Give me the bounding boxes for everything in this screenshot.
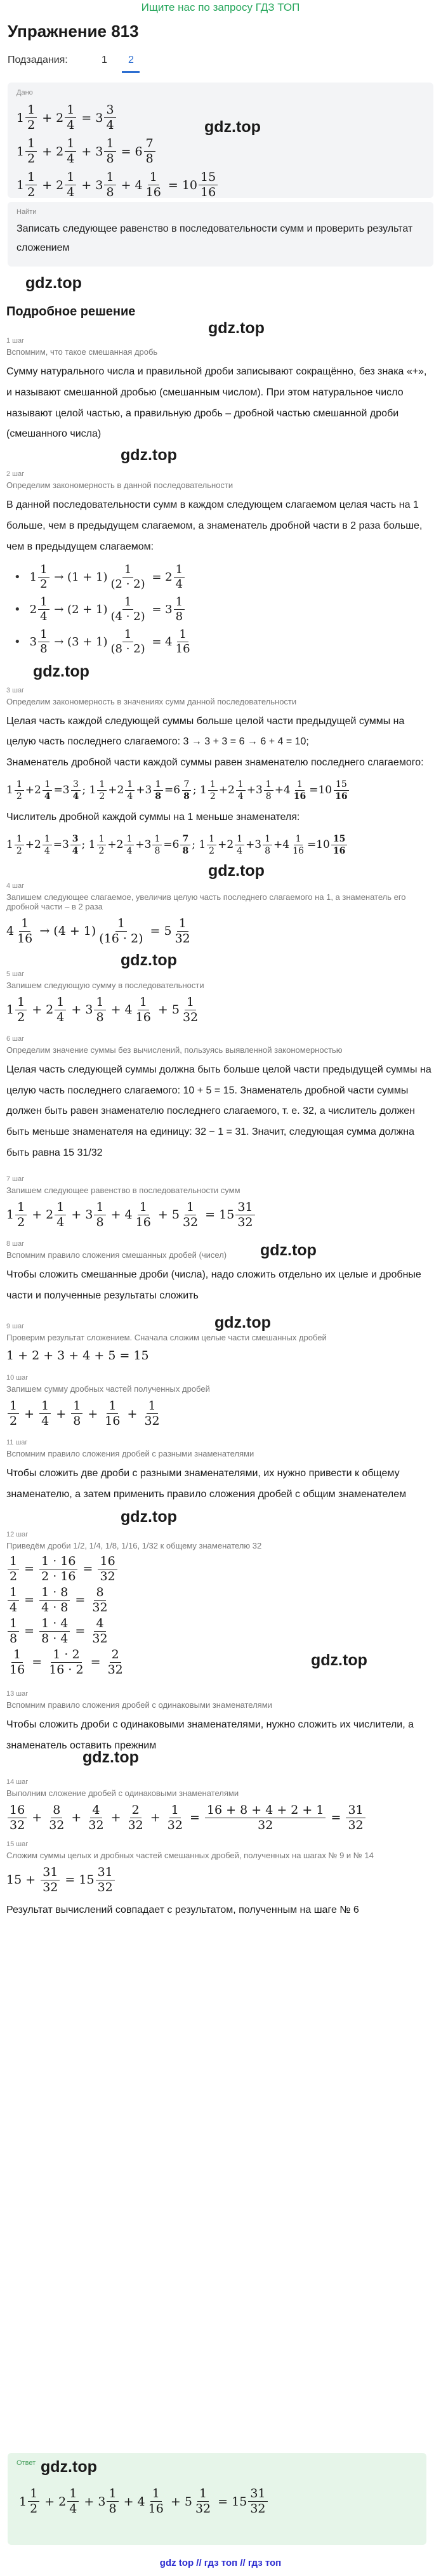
- step-desc: Определим закономерность в значениях сумм данной последовательности: [6, 696, 297, 706]
- step-desc: Определим закономерность в данной последовательности: [6, 480, 234, 491]
- step-desc: Запишем следующее равенство в последовательности сумм: [6, 1185, 240, 1195]
- step-8: [6, 1240, 431, 1307]
- step-label: 1 шаг: [6, 337, 25, 345]
- page-title: Упражнение 813: [8, 22, 139, 41]
- step-body: Целая часть следующей суммы должна быть больше целой части предыдущей суммы на целую часть последнего слагаемого: 10 + 5 = 15. Знаменатель дробной части суммы должен быть равен знаменателю последнего слагаемого, т. е. 32, а числитель должен быть меньше знаменателя на единицу: 32 − 1 = 31. Значит, следующая сумма должна быть равна 15 31/32: [6, 1064, 431, 1158]
- step-body-1: Целая часть каждой следующей суммы больше целой части предыдущей суммы на целую часть последнего слагаемого: 3 → 3 + 3 = 6 → 6 + 4 = 10;: [6, 715, 405, 748]
- subtasks-bar: [8, 47, 441, 71]
- denominator-pattern: 1 $\frac{1}{2}$ +2 $\frac{1}{4}$ =3 $\frac{3}{4}$ ; 1 $\frac{1}{2}$ +2 $\frac{1}{4}$ +3 $\frac{1}{8}$ =6 $\frac{7}{8}$ ; 1 $\frac{1}{2}$ +2 $\frac{1}{4}$ +3 $\frac{1}{8}$ +4 $\frac{1}{16}$ =10 $\frac{15}{16}$: [6, 780, 431, 801]
- step-5: [6, 970, 431, 1024]
- step-12: [6, 1531, 431, 1676]
- subtask-tab-1[interactable]: 1: [102, 55, 107, 65]
- step-label: 12 шаг: [6, 1530, 29, 1538]
- step-body: Чтобы сложить дроби с одинаковыми знаменателями, нужно сложить их числители, а знаменатель оставить прежним: [6, 1719, 414, 1751]
- watermark: gdz.top: [311, 1651, 367, 1669]
- step-desc: Сложим суммы целых и дробных частей смешанных дробей, полученных на шагах № 9 и № 14: [6, 1850, 374, 1860]
- step-desc: Вспомним правило сложения смешанных дробей (чисел): [6, 1250, 227, 1260]
- step-body-3: Числитель дробной каждой суммы на 1 меньше знаменателя:: [6, 811, 300, 822]
- step-13: [6, 1689, 431, 1766]
- step-body-2: Знаменатель дробной части каждой суммы равен знаменателю последнего слагаемого:: [6, 757, 424, 769]
- step-9: [6, 1314, 431, 1363]
- next-sum-eq: 1 $\frac{1}{2}$ + 2 $\frac{1}{4}$ + 3 $\frac{1}{8}$ + 4 $\frac{1}{16}$ + 5 $\frac{1}{32}$: [6, 994, 199, 1024]
- convert-quarter: $\frac{1}{4}$ = $\frac{1 \cdot 8}{4 \cdot 8}$ = $\frac{8}{32}$: [6, 1587, 431, 1614]
- convert-eighth: $\frac{1}{8}$ = $\frac{1 \cdot 4}{8 \cdot 4}$ = $\frac{4}{32}$: [6, 1618, 431, 1645]
- step-1: [6, 337, 431, 445]
- step-label: 5 шаг: [6, 970, 25, 978]
- find-text: Записать следующее равенство в последовательности сумм и проверить результат сложением: [16, 223, 413, 254]
- answer-label: Ответ: [16, 2459, 36, 2467]
- find-label: Найти: [16, 208, 37, 216]
- step-body: Сумму натурального числа и правильной дроби записывают сокращённо, без знака «+», и называют смешанной дробью (смешанным числом). При этом натуральное число называют целой частью, а правильную дробь – дробной частью смешанной дроби (смешанного числа): [6, 366, 427, 440]
- find-card: [8, 202, 433, 267]
- watermark: gdz.top: [214, 1314, 271, 1332]
- watermark: gdz.top: [121, 1507, 177, 1526]
- step-label: 13 шаг: [6, 1689, 29, 1698]
- step-3: [6, 687, 431, 855]
- convert-sixteenth: $\frac{1}{16}$ = $\frac{1 \cdot 2}{16 \cdot 2}$ = $\frac{2}{32}$: [10, 1647, 123, 1677]
- fraction-parts-sum: $\frac{1}{2}$ + $\frac{1}{4}$ + $\frac{1}{8}$ + $\frac{1}{16}$ + $\frac{1}{32}$: [6, 1400, 431, 1427]
- given-label: Дано: [16, 89, 33, 96]
- watermark: gdz.top: [208, 319, 265, 337]
- step-desc: Запишем следующее слагаемое, увеличив целую часть последнего слагаемого на 1, а знаменатель его дробной части – в 2 раза: [6, 892, 406, 911]
- given-eq-1: 1 $\frac{1}{2}$ + 2 $\frac{1}{4}$ = 3 $\frac{3}{4}$: [16, 104, 425, 131]
- solution-title: Подробное решение: [6, 305, 136, 319]
- whole-parts-sum: 1 + 2 + 3 + 4 + 5 = 15: [6, 1349, 149, 1363]
- step-10: [6, 1374, 431, 1427]
- step-15: [6, 1840, 431, 1921]
- step-desc: Выполним сложение дробей с одинаковыми знаменателями: [6, 1788, 239, 1798]
- step-7: [6, 1175, 431, 1229]
- step-body: Чтобы сложить две дроби с разными знаменателями, их нужно привести к общему знаменателю, а затем применить правило сложения дробей с общим знаменателем: [6, 1468, 407, 1500]
- step-11: [6, 1439, 431, 1505]
- step-4: [6, 882, 431, 945]
- watermark: gdz.top: [82, 1748, 139, 1766]
- convert-half: $\frac{1}{2}$ = $\frac{1 \cdot 16}{2 \cdot 16}$ = $\frac{16}{32}$: [6, 1556, 431, 1583]
- given-eq-2: 1 $\frac{1}{2}$ + 2 $\frac{1}{4}$ + 3 $\frac{1}{8}$ = 6 $\frac{7}{8}$: [16, 138, 425, 165]
- next-term-eq: 4 $\frac{1}{16}$ → (4 + 1) $\frac{1}{(16 \cdot 2)}$ = 5 $\frac{1}{32}$: [6, 916, 190, 946]
- given-eq-3: 1 $\frac{1}{2}$ + 2 $\frac{1}{4}$ + 3 $\frac{1}{8}$ + 4 $\frac{1}{16}$ = 10 $\frac{15}{16}$: [16, 171, 425, 199]
- step-label: 10 шаг: [6, 1374, 29, 1382]
- step-label: 8 шаг: [6, 1239, 25, 1248]
- pattern-item-3: • 3 $\frac{1}{8}$ → (3 + 1) $\frac{1}{(8 \cdot 2)}$ = 4 $\frac{1}{16}$: [14, 627, 190, 656]
- step-label: 3 шаг: [6, 686, 25, 694]
- step-desc: Вспомним правило сложения дробей с одинаковыми знаменателями: [6, 1700, 272, 1710]
- answer-equation: 1 $\frac{1}{2}$ + 2 $\frac{1}{4}$ + 3 $\frac{1}{8}$ + 4 $\frac{1}{16}$ + 5 $\frac{1}{32}$ = 15 $\frac{31}{32}$: [19, 2488, 269, 2515]
- step-6: [6, 1035, 431, 1164]
- step-desc: Проверим результат сложением. Сначала сложим целые части смешанных дробей: [6, 1333, 327, 1343]
- step-label: 2 шаг: [6, 470, 25, 479]
- step-desc: Приведём дроби 1/2, 1/4, 1/8, 1/16, 1/32 к общему знаменателю 32: [6, 1540, 262, 1550]
- pattern-item-2: • 2 $\frac{1}{4}$ → (2 + 1) $\frac{1}{(4 \cdot 2)}$ = 3 $\frac{1}{8}$: [14, 597, 431, 623]
- step-14: [6, 1778, 431, 1832]
- step-label: 4 шаг: [6, 882, 25, 890]
- watermark: gdz.top: [41, 2458, 97, 2476]
- step-body: В данной последовательности сумм в каждом следующем слагаемом целая часть на 1 больше, чем в предыдущем слагаемом, а знаменатель дробной части в 2 раза больше, чем в предыдущем слагаемом:: [6, 499, 423, 552]
- step-body: Чтобы сложить смешанные дроби (числа), надо сложить отдельно их целые и дробные части и полученные результаты сложить: [6, 1269, 421, 1301]
- step-label: 9 шаг: [6, 1323, 25, 1331]
- footer-links[interactable]: gdz top // гдз топ // гдз топ: [159, 2558, 282, 2568]
- watermark: gdz.top: [208, 861, 265, 880]
- full-equation: 1 $\frac{1}{2}$ + 2 $\frac{1}{4}$ + 3 $\frac{1}{8}$ + 4 $\frac{1}{16}$ + 5 $\frac{1}{32}$ = 15 $\frac{31}{32}$: [6, 1201, 431, 1229]
- step-2: [6, 470, 431, 654]
- watermark: gdz.top: [204, 118, 261, 136]
- numerator-pattern: 1 $\frac{1}{2}$ +2 $\frac{1}{4}$ =3 $\frac{3}{4}$ ; 1 $\frac{1}{2}$ +2 $\frac{1}{4}$ +3 $\frac{1}{8}$ =6 $\frac{7}{8}$ ; 1 $\frac{1}{2}$ +2 $\frac{1}{4}$ +3 $\frac{1}{8}$ +4 $\frac{1}{16}$ =10 $\frac{15}{16}$: [6, 835, 431, 855]
- answer-card: [8, 2453, 426, 2545]
- step-desc: Запишем следующую сумму в последовательности: [6, 980, 204, 990]
- watermark: gdz.top: [260, 1241, 317, 1259]
- step-desc: Вспомним правило сложения дробей с разными знаменателями: [6, 1449, 254, 1459]
- top-search-link[interactable]: Ищите нас по запросу ГДЗ ТОП: [141, 1, 300, 13]
- subtasks-label: Подзадания:: [8, 55, 68, 65]
- watermark: gdz.top: [25, 274, 82, 292]
- step-label: 11 шаг: [6, 1439, 28, 1447]
- watermark: gdz.top: [33, 662, 89, 680]
- subtask-tab-2[interactable]: 2: [128, 55, 134, 65]
- step-body: Результат вычислений совпадает с результатом, полученным на шаге № 6: [6, 1904, 359, 1915]
- final-sum: 15 + $\frac{31}{32}$ = 15 $\frac{31}{32}$: [6, 1866, 431, 1894]
- step-label: 15 шаг: [6, 1840, 29, 1848]
- watermark: gdz.top: [121, 951, 177, 969]
- given-card: [8, 83, 433, 198]
- pattern-item-1: • 1 $\frac{1}{2}$ → (1 + 1) $\frac{1}{(2 \cdot 2)}$ = 2 $\frac{1}{4}$: [14, 564, 431, 590]
- step-label: 14 шаг: [6, 1778, 29, 1786]
- active-tab-indicator: [122, 71, 140, 73]
- step-desc: Определим значение суммы без вычислений, пользуясь выявленной закономерностью: [6, 1045, 343, 1055]
- watermark: gdz.top: [121, 446, 177, 465]
- step-desc: Запишем сумму дробных частей полученных дробей: [6, 1384, 210, 1394]
- step-label: 6 шаг: [6, 1034, 25, 1043]
- step-label: 7 шаг: [6, 1175, 25, 1183]
- common-denominator-sum: $\frac{16}{32}$ + $\frac{8}{32}$ + $\frac{4}{32}$ + $\frac{2}{32}$ + $\frac{1}{32}$ = $\frac{16 + 8 + 4 + 2 + 1}{32}$ = $\frac{31}{32}$: [6, 1804, 431, 1832]
- step-desc: Вспомним, что такое смешанная дробь: [6, 347, 158, 357]
